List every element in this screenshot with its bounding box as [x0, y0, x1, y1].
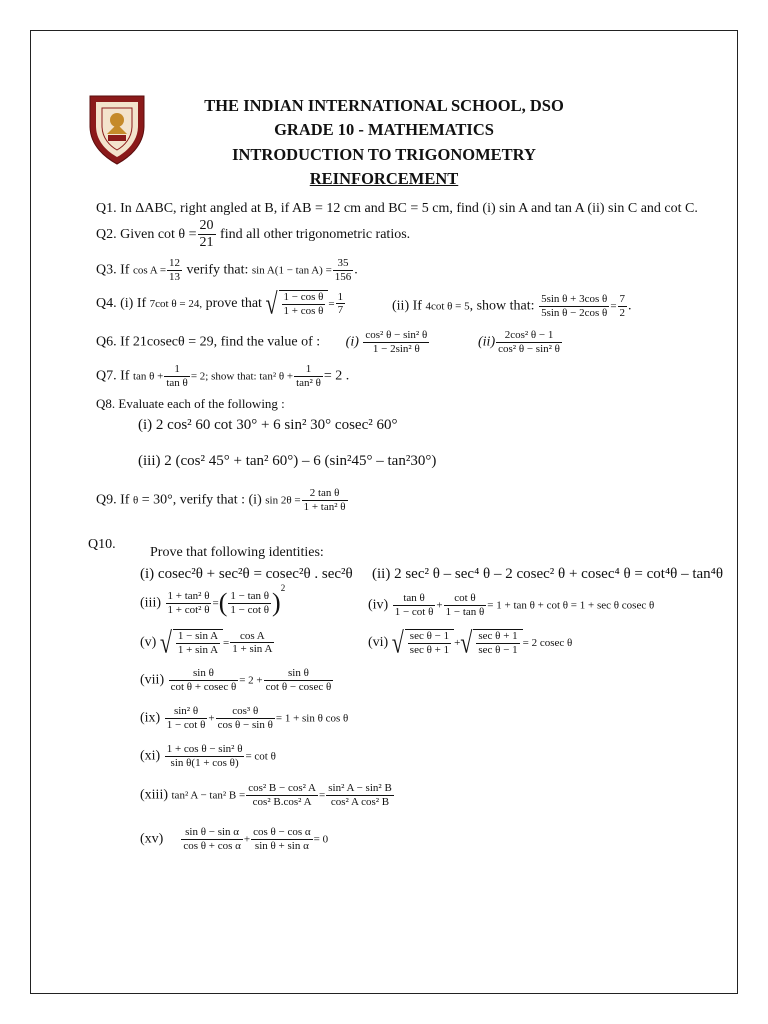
identity-vii: (vii) $\frac{\text{sin θ}}{\text{cot θ + cosec θ}}$ = 2 + $\frac{\text{sin θ}}{\text{cot θ − cosec θ}}$ — [140, 667, 332, 693]
question-6: Q6. If 21cosecθ = 29, find the value of : (i) $\frac{\text{cos² θ − sin² θ}}{\text{1 − 2sin² θ}}$ — [96, 329, 428, 355]
question-8-part-iii: (iii) 2 (cos² 45° + tan² 60°) – 6 (sin²45° – tan²30°) — [138, 453, 437, 469]
school-name: THE INDIAN INTERNATIONAL SCHOOL, DSO — [204, 96, 564, 115]
question-8-part-i: (i) 2 cos² 60 cot 30° + 6 sin² 30° cosec² 60° — [138, 417, 398, 433]
question-8-title: Q8. Evaluate each of the following : — [96, 396, 285, 411]
question-4-part-ii: (ii) If 4cot θ = 5, show that: $\frac{\text{5sin θ + 3cos θ}}{\text{5sin θ − 2cos θ}}$ = $\frac{7}{2}$ . — [392, 293, 632, 319]
identity-i: (i) cosec²θ + sec²θ = cosec²θ . sec²θ — [140, 566, 353, 582]
question-3: Q3. If cos A = $\frac{12}{13}$ verify that: sin A(1 − tan A) = $\frac{35}{156}$ . — [96, 257, 358, 283]
question-7: Q7. If tan θ + $\frac{1}{\text{tan θ}}$ = 2; show that: tan² θ + $\frac{1}{\text{tan² θ}}$ = 2 . — [96, 363, 350, 389]
section-title: REINFORCEMENT — [309, 169, 459, 188]
school-crest-icon — [86, 92, 148, 166]
question-10-label: Q10. — [88, 537, 116, 552]
question-6-part-ii: (ii) $\frac{\text{2cos² θ − 1}}{\text{cos² θ − sin² θ}}$ — [478, 329, 560, 355]
question-9: Q9. If θ = 30°, verify that : (i) sin 2θ = $\frac{\text{2 tan θ}}{\text{1 + tan² θ}}$ — [96, 487, 346, 513]
identity-iii: (iii) $\frac{\text{1 + tan² θ}}{\text{1 + cot² θ}}$ =( $\frac{\text{1 − tan θ}}{\text{1 − cot θ}}$ )$^2$ — [140, 582, 286, 618]
question-4-part-i: Q4. (i) If 7cot θ = 24, prove that √ $\frac{\text{1 − cos θ}}{\text{1 + cos θ}}$ = $\frac{1}{7}$ — [96, 286, 344, 320]
question-10-intro: Prove that following identities: — [150, 545, 324, 560]
question-2: Q2. Given cot θ = $\frac{20}{21}$ find all other trigonometric ratios. — [96, 218, 411, 251]
identity-xi: (xi) $\frac{\text{1 + cos θ − sin² θ}}{\text{sin θ(1 + cos θ)}}$ = cot θ — [140, 743, 276, 769]
identity-xiii: (xiii) tan² A − tan² B = $\frac{\text{cos² B − cos² A}}{\text{cos² B.cos² A}}$ = $\frac{\text{sin² A − sin² B}}{\text{cos² A cos² B}}$ — [140, 782, 392, 808]
identity-xv: (xv) $\frac{\text{sin θ − sin α}}{\text{cos θ + cos α}}$ + $\frac{\text{cos θ − cos α}}{\text{sin θ + sin α}}$ = 0 — [140, 826, 329, 852]
identity-ix: (ix) $\frac{\text{sin² θ}}{\text{1 − cot θ}}$ + $\frac{\text{cos³ θ}}{\text{cos θ − sin θ}}$ = 1 + sin θ cos θ — [140, 705, 349, 731]
identity-ii: (ii) 2 sec² θ – sec⁴ θ – 2 cosec² θ + cosec⁴ θ = cot⁴θ – tan⁴θ — [372, 566, 724, 582]
identity-vi: (vi) √ sec θ − 1 sec θ + 1 +√ sec θ + 1 sec θ − 1 = 2 cosec θ — [368, 625, 573, 659]
chapter-title: INTRODUCTION TO TRIGONOMETRY — [232, 145, 536, 164]
identity-v: (v) √ $\frac{\text{1 − sin A}}{\text{1 + sin A}}$ = $\frac{\text{cos A}}{\text{1 + sin A}}$ — [140, 625, 273, 659]
question-1: Q1. In ΔABC, right angled at B, if AB = 12 cm and BC = 5 cm, find (i) sin A and tan A (ii) sin C and cot C. — [96, 201, 698, 216]
identity-iv: (iv) $\frac{\text{tan θ}}{\text{1 − cot θ}}$ + $\frac{\text{cot θ}}{\text{1 − tan θ}}$ = 1 + tan θ + cot θ = 1 + sec θ cosec θ — [368, 592, 655, 618]
grade-title: GRADE 10 - MATHEMATICS — [274, 120, 494, 139]
